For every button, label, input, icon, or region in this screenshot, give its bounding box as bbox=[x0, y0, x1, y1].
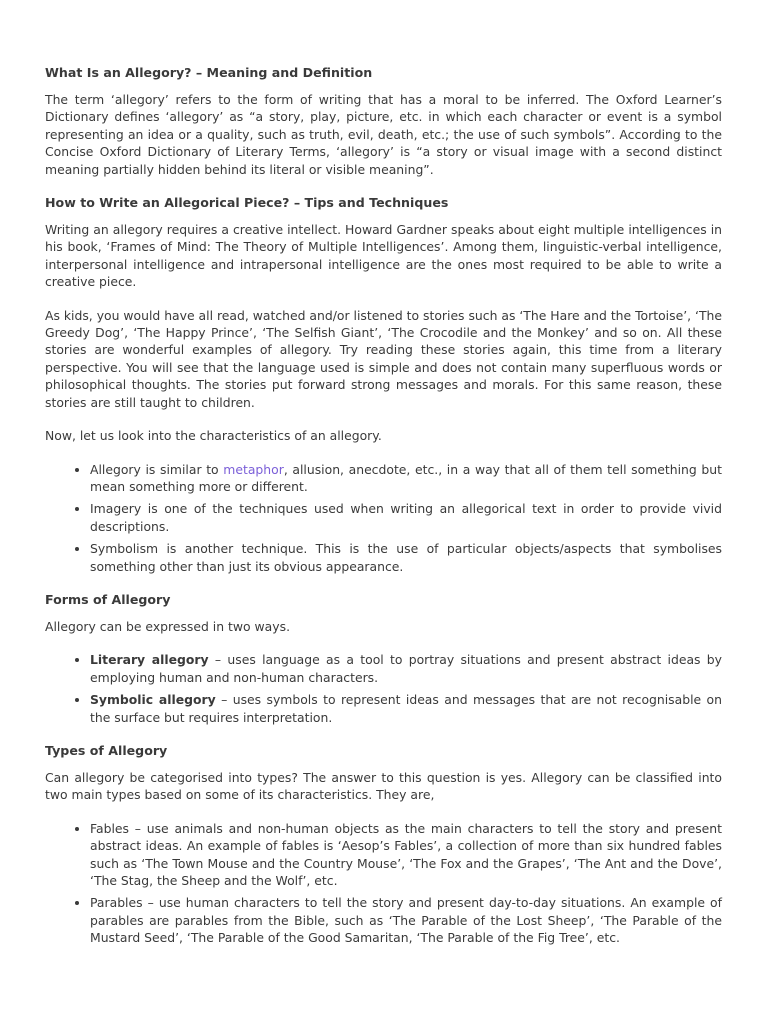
paragraph-kids-stories: As kids, you would have all read, watched and/or listened to stories such as ‘The Hare and the Tortoise’, ‘The Greedy Dog’, ‘The Happy Prince’, ‘The Selfish Giant’, ‘The Crocodile and the Monkey’ and so on. All these stories are wonderful examples of allegory. Try reading these stories again, this time from a literary perspective. You will see that the language used is simple and does not contain many superfluous words or philosophical thoughts. The stories put forward strong messages and morals. For this same reason, these stories are still taught to children. bbox=[45, 307, 722, 410]
list-item bbox=[90, 691, 722, 726]
metaphor-link[interactable]: metaphor bbox=[223, 461, 284, 477]
heading-how-to-write: How to Write an Allegorical Piece? – Tips and Techniques bbox=[45, 195, 449, 211]
paragraph-forms-intro: Allegory can be expressed in two ways. bbox=[45, 618, 291, 634]
list-item-text: – uses language as a tool to portray situations and present abstract ideas by employing human and non-human characters. bbox=[90, 652, 722, 685]
paragraph-definition: The term ‘allegory’ refers to the form of writing that has a moral to be inferred. The Oxford Learner’s Dictionary defines ‘allegory’ as “a story, play, picture, etc. in which each character or event is a symbol representing an idea or a quality, such as truth, evil, death, etc.; the use of such symbols”. According to the Concise Oxford Dictionary of Literary Terms, ‘allegory’ is “a story or visual image with a second distinct meaning partially hidden behind its literal or visible meaning”. bbox=[45, 92, 722, 177]
characteristics-list bbox=[45, 461, 722, 575]
list-item: • Parables – use human characters to tell the story and present day-to-day situations. An example of parables are parables from the Bible, such as ‘The Parable of the Lost Sheep’, ‘The Parable of the Mustard Seed’, ‘The Parable of the Good Samaritan, ‘The Parable of the Fig Tree’, etc. bbox=[90, 894, 722, 946]
list-item-term: Symbolic allegory bbox=[90, 692, 216, 708]
list-item-term: Literary allegory bbox=[90, 652, 209, 668]
list-item: • Symbolism is another technique. This is the use of particular objects/aspects that symbolises something other than just its obvious appearance. bbox=[90, 540, 722, 575]
list-item-text: , allusion, anecdote, etc., in a way that all of them tell something but mean something more or different. bbox=[90, 461, 722, 494]
forms-list bbox=[45, 651, 722, 726]
heading-forms-of-allegory: Forms of Allegory bbox=[45, 591, 171, 607]
list-item bbox=[90, 651, 722, 686]
list-item bbox=[90, 461, 722, 496]
list-item-text: Allegory is similar to bbox=[90, 461, 224, 477]
paragraph-types-intro: Can allegory be categorised into types? The answer to this question is yes. Allegory can be classified into two main types based on some of its characteristics. They are, bbox=[45, 769, 722, 803]
heading-what-is-allegory: What Is an Allegory? – Meaning and Definition bbox=[45, 65, 373, 80]
list-item: • Fables – use animals and non-human objects as the main characters to tell the story and present abstract ideas. An example of fables is ‘Aesop’s Fables’, a collection of more than six hundred fables such as ‘The Town Mouse and the Country Mouse’, ‘The Fox and the Grapes’, ‘The Ant and the Dove’, ‘The Stag, the Sheep and the Wolf’, etc. bbox=[90, 820, 722, 890]
heading-types-of-allegory: Types of Allegory bbox=[45, 742, 168, 758]
list-item: • Imagery is one of the techniques used when writing an allegorical text in order to provide vivid descriptions. bbox=[90, 500, 722, 535]
list-item-text: – uses symbols to represent ideas and messages that are not recognisable on the surface but requires interpretation. bbox=[90, 692, 722, 725]
types-list bbox=[45, 820, 722, 947]
paragraph-creative-intellect: Writing an allegory requires a creative intellect. Howard Gardner speaks about eight multiple intelligences in his book, ‘Frames of Mind: The Theory of Multiple Intelligences’. Among them, linguistic-verbal intelligence, interpersonal intelligence and intrapersonal intelligence are the ones most required to be able to write a creative piece. bbox=[45, 222, 722, 290]
paragraph-characteristics-intro: Now, let us look into the characteristics of an allegory. bbox=[45, 428, 382, 444]
